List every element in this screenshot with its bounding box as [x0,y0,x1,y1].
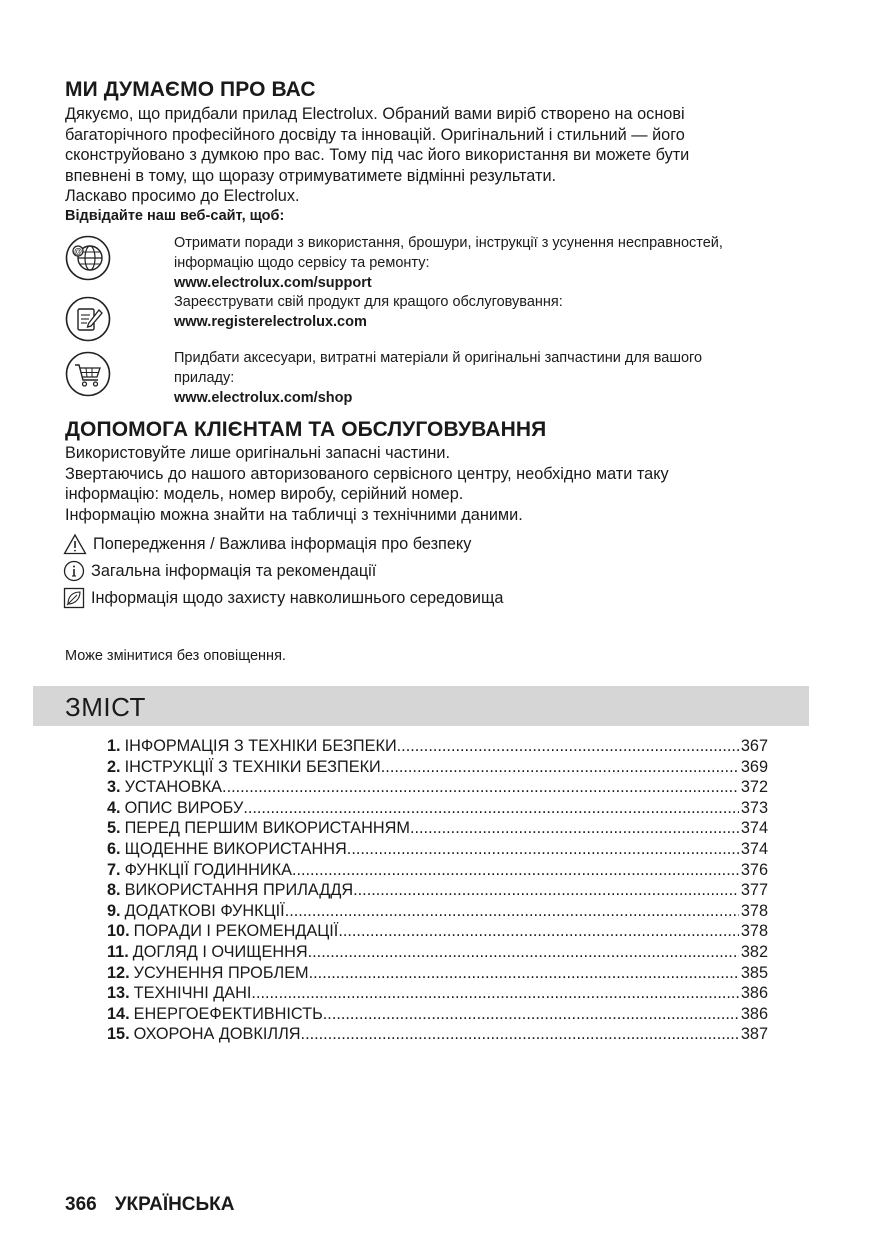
toc-dots [397,737,739,756]
legend-warning-label: Попередження / Важлива інформація про безпеку [93,534,472,553]
intro-line: впевнені в тому, що щоразу отримуватимете відмінні результати. [65,166,557,185]
service-line: інформацію: модель, номер виробу, серійний номер. [65,485,464,503]
toc-item-page: 373 [740,798,768,817]
toc-item[interactable] [107,1025,768,1046]
toc-item-number: 1. [107,737,121,755]
toc-item-page: 367 [740,737,768,755]
toc-item-page: 372 [740,778,768,797]
toc-item-number: 10. [107,922,130,941]
toc-dots [222,778,739,797]
toc-item[interactable] [107,1005,768,1026]
toc-item-page: 376 [740,860,768,879]
toc-item-title: ЕНЕРГОЕФЕКТИВНІСТЬ [133,1004,323,1023]
toc-dots [285,902,739,921]
toc-item-number: 8. [107,881,121,900]
toc-dots [301,1025,739,1044]
toc-item-number: 12. [107,963,130,982]
toc-item-title: ІНСТРУКЦІЇ З ТЕХНІКИ БЕЗПЕКИ [124,757,381,776]
toc-item-page: 374 [740,839,768,858]
toc-item[interactable] [107,943,768,964]
toc-item[interactable] [107,758,768,779]
toc-item-title: ФУНКЦІЇ ГОДИННИКА [124,860,292,879]
toc-item-page: 378 [740,901,768,920]
intro-line: Дякуємо, що придбали прилад Electrolux. Обраний вами виріб створено на основі [65,105,685,123]
toc-item[interactable] [107,881,768,902]
section-title-we-think: МИ ДУМАЄМО ПРО ВАС [65,78,316,101]
shopping-cart-icon [65,351,111,397]
toc-dots [243,799,739,818]
legend-environment-label: Інформація щодо захисту навколишнього середовища [91,588,504,607]
svg-text:@: @ [74,247,82,256]
legend-environment [63,587,503,609]
toc-header-bar [33,686,809,726]
toc-item-title: ПОРАДИ І РЕКОМЕНДАЦІЇ [133,922,339,941]
intro-line: сконструйовано з думкою про вас. Тому під час його використання ви можете бути [65,146,690,164]
toc-item-title: ТЕХНІЧНІ ДАНІ [133,984,252,1003]
toc-dots [347,840,739,859]
legend-info [63,560,376,582]
web-support-text: Отримати поради з використання, брошури, інструкції з усунення несправностей, [174,235,723,251]
toc-item[interactable] [107,799,768,820]
toc-item-title: УСТАНОВКА [124,778,223,797]
page-footer [65,1194,235,1216]
web-register-text: Зареєструвати свій продукт для кращого обслуговування: [174,294,563,310]
toc-dots [308,943,739,962]
toc-item-number: 3. [107,778,121,797]
toc-item[interactable] [107,737,768,758]
table-of-contents [107,737,768,1046]
toc-item-page: 386 [740,1004,768,1023]
toc-item-title: ОХОРОНА ДОВКІЛЛЯ [133,1025,301,1044]
toc-item-page: 387 [740,1025,768,1044]
service-paragraph [65,443,805,525]
toc-item-title: ОПИС ВИРОБУ [124,798,244,817]
toc-item[interactable] [107,840,768,861]
toc-item-page: 378 [740,922,768,941]
toc-item[interactable] [107,861,768,882]
leaf-icon [63,587,85,609]
toc-item[interactable] [107,778,768,799]
toc-dots [292,861,739,880]
toc-item-number: 9. [107,901,121,920]
toc-dots [353,881,739,900]
toc-item-title: ЩОДЕННЕ ВИКОРИСТАННЯ [124,839,347,858]
toc-item-number: 14. [107,1004,130,1023]
toc-item-number: 7. [107,860,121,879]
toc-item-title: ПЕРЕД ПЕРШИМ ВИКОРИСТАННЯМ [124,819,410,838]
web-shop-block [174,348,814,408]
toc-item-page: 382 [740,942,768,961]
toc-item-number: 4. [107,798,121,817]
section-title-customer-care: ДОПОМОГА КЛІЄНТАМ ТА ОБСЛУГОВУВАННЯ [65,418,547,441]
web-shop-text: приладу: [174,370,235,386]
toc-item[interactable] [107,964,768,985]
toc-item-page: 386 [740,984,768,1003]
shop-link[interactable]: www.electrolux.com/shop [174,390,353,406]
toc-item-title: ДОГЛЯД І ОЧИЩЕННЯ [132,942,308,961]
toc-item-number: 13. [107,984,130,1003]
web-support-text: інформацію щодо сервісу та ремонту: [174,255,430,271]
toc-item-title: ДОДАТКОВІ ФУНКЦІЇ [124,901,285,920]
toc-item-number: 15. [107,1025,130,1044]
page-number: 366 [65,1194,97,1215]
toc-item-page: 377 [740,881,768,900]
register-link[interactable]: www.registerelectrolux.com [174,314,367,330]
toc-item-number: 5. [107,819,121,838]
toc-item-page: 374 [740,819,768,838]
toc-dots [381,758,739,777]
warning-triangle-icon [63,533,87,555]
toc-item-number: 2. [107,757,121,776]
toc-item-title: УСУНЕННЯ ПРОБЛЕМ [133,963,309,982]
toc-item[interactable] [107,902,768,923]
intro-line: багаторічного професійного досвіду та інновацій. Оригінальний і стильний — його [65,125,685,144]
toc-dots [410,819,739,838]
toc-title: ЗМІСТ [65,692,146,722]
toc-item[interactable] [107,819,768,840]
web-register-block [174,292,814,332]
toc-item-title: ВИКОРИСТАННЯ ПРИЛАДДЯ [124,881,354,900]
toc-item-number: 11. [107,942,129,961]
toc-dots [309,964,739,983]
toc-dots [251,984,738,1003]
support-link[interactable]: www.electrolux.com/support [174,275,372,291]
toc-item-title: ІНФОРМАЦІЯ З ТЕХНІКИ БЕЗПЕКИ [124,737,397,755]
toc-item[interactable] [107,922,768,943]
toc-item-page: 385 [740,963,768,982]
register-pen-icon [65,296,111,342]
toc-item[interactable] [107,984,768,1005]
service-line: Інформацію можна знайти на табличці з технічними даними. [65,505,523,524]
toc-item-page: 369 [740,757,768,776]
toc-dots [323,1005,739,1024]
change-notice: Може змінитися без оповіщення. [65,648,286,664]
language-label: УКРАЇНСЬКА [114,1194,235,1215]
visit-website-label: Відвідайте наш веб-сайт, щоб: [65,208,285,224]
intro-line: Ласкаво просимо до Electrolux. [65,187,300,205]
intro-paragraph [65,104,805,207]
info-icon [63,560,85,582]
service-line: Звертаючись до нашого авторизованого сервісного центру, необхідно мати таку [65,464,669,483]
service-line: Використовуйте лише оригінальні запасні частини. [65,444,450,462]
toc-dots [338,922,739,941]
web-shop-text: Придбати аксесуари, витратні матеріали й оригінальні запчастини для вашого [174,350,703,366]
legend-warning [63,533,471,555]
web-support-block [174,233,814,293]
legend-info-label: Загальна інформація та рекомендації [91,561,377,580]
toc-item-number: 6. [107,839,121,858]
globe-at-icon [65,235,111,281]
